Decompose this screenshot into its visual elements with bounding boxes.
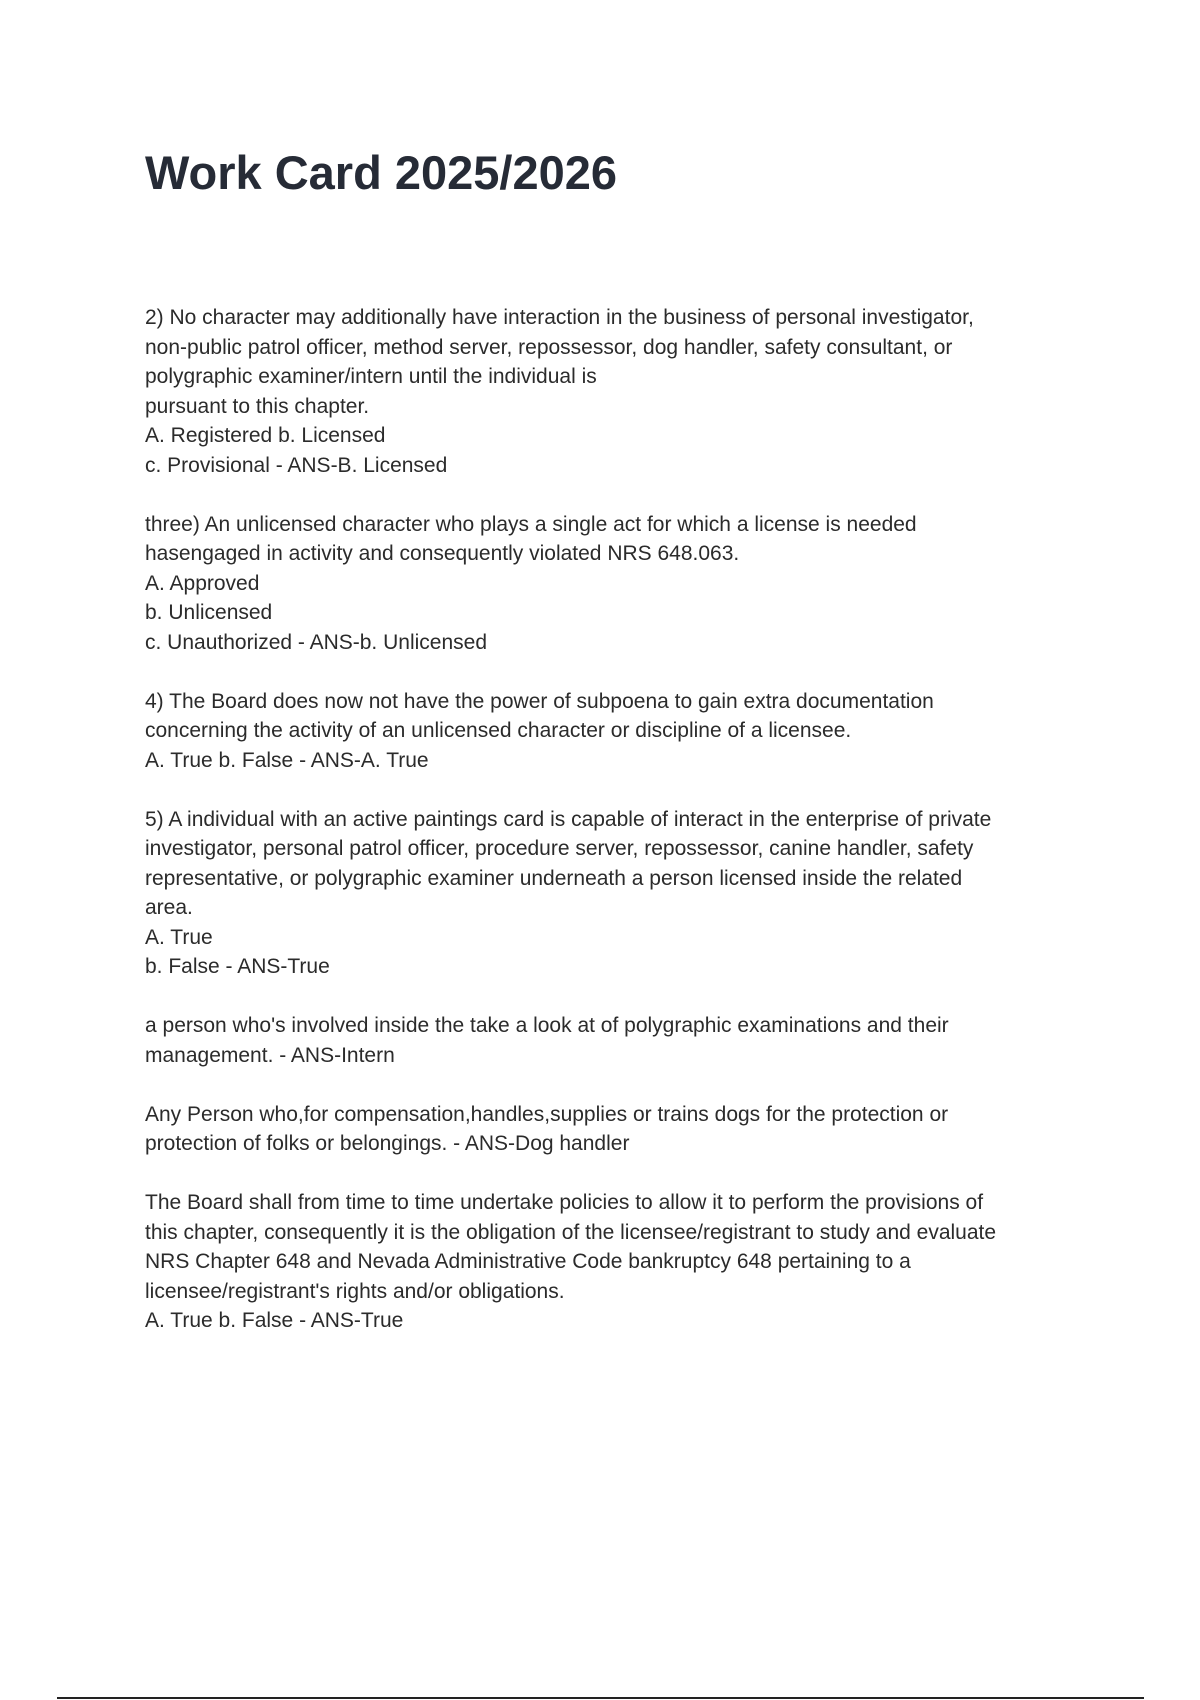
question-line: NRS Chapter 648 and Nevada Administrative Code bankruptcy 648 pertaining to a [145, 1250, 911, 1273]
question-line: area. [145, 896, 193, 919]
answer-line: b. False - ANS-True [145, 955, 330, 978]
question-line: hasengaged in activity and consequently violated NRS 648.063. [145, 542, 740, 565]
question-line: 5) A individual with an active paintings card is capable of interact in the enterprise of private [145, 807, 992, 831]
question-line: 2) No character may additionally have interaction in the business of personal investigator, [145, 306, 974, 329]
question-line: a person who's involved inside the take a look at of polygraphic examinations and their [145, 1014, 949, 1037]
question-block [145, 303, 1075, 480]
question-line: polygraphic examiner/intern until the individual is [145, 365, 597, 388]
footer-divider [57, 1697, 1144, 1699]
option-line: b. Unlicensed [145, 601, 273, 624]
option-line: A. True [145, 925, 213, 949]
question-block [145, 1188, 1075, 1336]
question-line: licensee/registrant's rights and/or obligations. [145, 1279, 565, 1303]
document-body [145, 303, 1075, 1365]
answer-line: protection of folks or belongings. - ANS-Dog handler [145, 1132, 630, 1155]
question-line: this chapter, consequently it is the obligation of the licensee/registrant to study and evaluate [145, 1220, 997, 1244]
question-block [145, 1100, 1075, 1159]
question-line: The Board shall from time to time undertake policies to allow it to perform the provisions of [145, 1191, 984, 1214]
question-line: 4) The Board does now not have the power of subpoena to gain extra documentation [145, 689, 934, 713]
answer-line: c. Unauthorized - ANS-b. Unlicensed [145, 630, 487, 654]
answer-line: c. Provisional - ANS-B. Licensed [145, 453, 448, 477]
question-line: pursuant to this chapter. [145, 394, 370, 418]
answer-line: A. True b. False - ANS-True [145, 1309, 404, 1332]
question-block [145, 1011, 1075, 1070]
question-line: Any Person who,for compensation,handles,supplies or trains dogs for the protection or [145, 1102, 949, 1126]
question-line: representative, or polygraphic examiner underneath a person licensed inside the related [145, 866, 963, 890]
question-block [145, 510, 1075, 658]
option-line: A. Approved [145, 571, 260, 595]
question-line: investigator, personal patrol officer, procedure server, repossessor, canine handler, safety [145, 837, 974, 860]
question-line: three) An unlicensed character who plays a single act for which a license is needed [145, 512, 917, 536]
answer-line: management. - ANS-Intern [145, 1043, 395, 1067]
answer-line: A. True b. False - ANS-A. True [145, 748, 429, 772]
question-line: non-public patrol officer, method server, repossessor, dog handler, safety consultant, or [145, 335, 953, 359]
question-line: concerning the activity of an unlicensed character or discipline of a licensee. [145, 719, 852, 742]
option-line: A. Registered b. Licensed [145, 424, 386, 447]
question-block [145, 805, 1075, 982]
page-title: Work Card 2025/2026 [145, 146, 618, 199]
question-block [145, 687, 1075, 776]
